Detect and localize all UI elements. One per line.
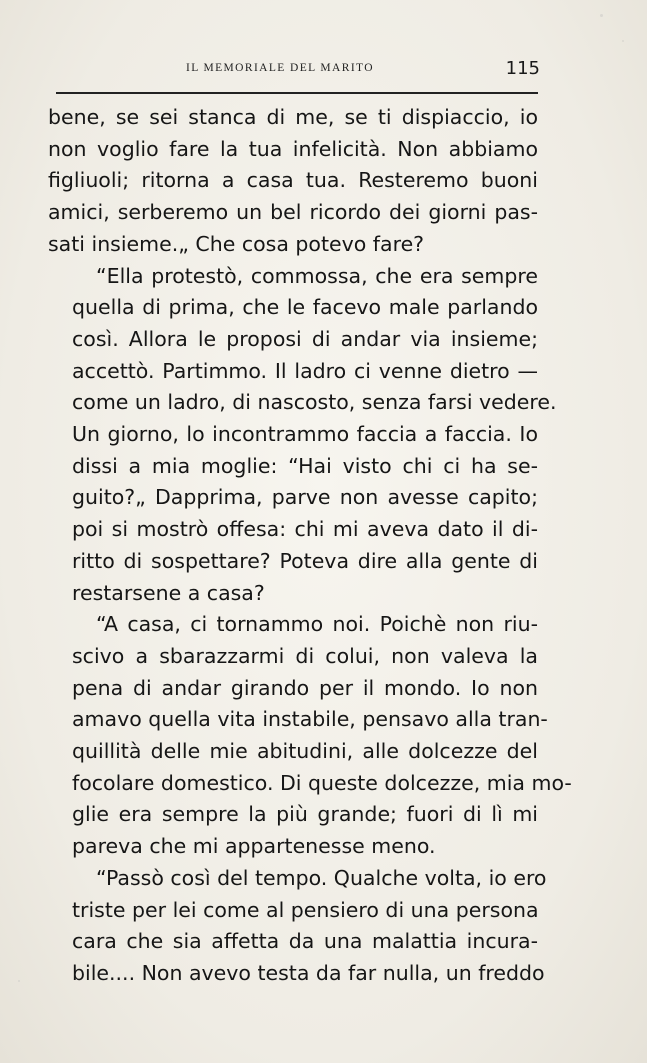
body-text <box>48 102 572 990</box>
text-line: quillità delle mie abitudini, alle dolcezze del <box>72 739 538 764</box>
paragraph <box>48 863 547 990</box>
text-line: come un ladro, di nascosto, senza farsi vedere. <box>72 390 557 415</box>
text-line: così. Allora le proposi di andar via insieme; <box>72 326 538 351</box>
text-line: ritto di sospettare? Poteva dire alla gente di <box>72 548 538 573</box>
text-line: amavo quella vita instabile, pensavo alla tran- <box>72 707 548 732</box>
text-line: amici, serberemo un bel ricordo dei giorni pas- <box>48 200 538 225</box>
text-line: triste per lei come al pensiero di una persona <box>72 897 539 922</box>
text-line: sati insieme.„ Che cosa potevo fare? <box>48 231 425 256</box>
text-line: “A casa, ci tornammo noi. Poichè non riu- <box>96 612 538 637</box>
text-line: bene, se sei stanca di me, se ti dispiaccio, io <box>48 105 538 129</box>
text-line: pena di andar girando per il mondo. Io non <box>72 675 538 700</box>
paragraph <box>48 261 557 610</box>
text-line: accettò. Partimmo. Il ladro ci venne dietro — <box>72 358 538 383</box>
text-line: guito?„ Dapprima, parve non avesse capito; <box>72 485 538 510</box>
header-rule <box>56 92 538 94</box>
text-line: cara che sia affetta da una malattia incura- <box>72 929 538 954</box>
text-line: quella di prima, che le facevo male parlando <box>72 295 538 320</box>
text-line: poi si mostrò offesa: chi mi aveva dato il di- <box>72 517 538 542</box>
text-line: “Ella protestò, commossa, che era sempre <box>96 263 538 288</box>
text-line: pareva che mi appartenesse meno. <box>72 834 436 859</box>
text-line: scivo a sbarazzarmi di colui, non valeva la <box>72 643 538 668</box>
page-header <box>56 58 542 88</box>
paper-speck <box>600 14 603 17</box>
paper-speck <box>18 980 20 982</box>
text-line: restarsene a casa? <box>72 580 265 605</box>
text-line: focolare domestico. Di queste dolcezze, mia mo- <box>72 770 572 795</box>
text-line: bile.... Non avevo testa da far nulla, un freddo <box>72 960 545 985</box>
text-line: Un giorno, lo incontrammo faccia a faccia. Io <box>72 422 538 447</box>
text-line: figliuoli; ritorna a casa tua. Resteremo buoni <box>48 168 538 193</box>
running-title: IL MEMORIALE DEL MARITO <box>186 62 374 74</box>
paragraph <box>48 102 538 261</box>
text-line: “Passò così del tempo. Qualche volta, io ero <box>96 865 547 890</box>
page-number: 115 <box>505 58 540 79</box>
text-line: glie era sempre la più grande; fuori di lì mi <box>72 802 538 827</box>
paper-speck <box>622 40 624 42</box>
paragraph <box>48 609 572 863</box>
text-line: non voglio fare la tua infelicità. Non abbiamo <box>48 136 538 161</box>
text-line: dissi a mia moglie: “Hai visto chi ci ha se- <box>72 453 538 478</box>
